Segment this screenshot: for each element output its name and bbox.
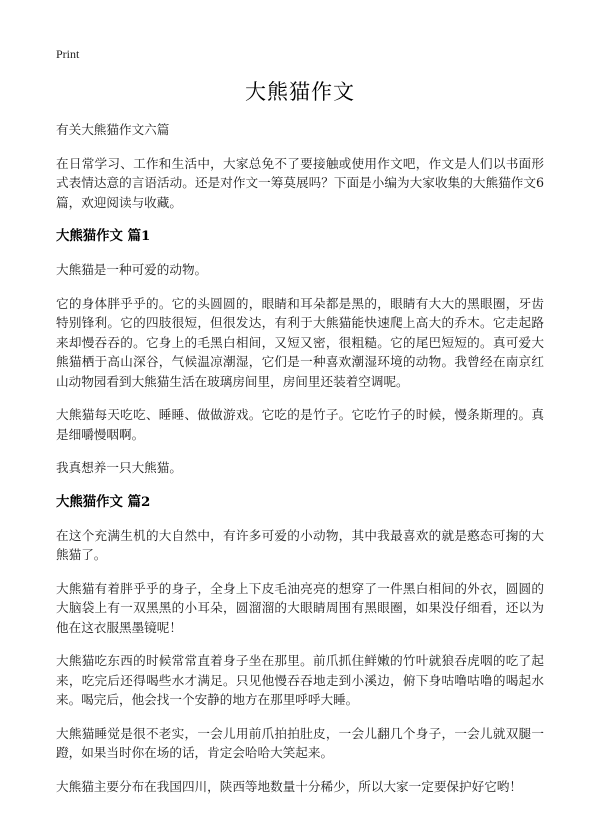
- paragraph: 大熊猫吃东西的时候常常直着身子坐在那里。前爪抓住鲜嫩的竹叶就狼吞虎咽的吃了起来，吃完后还得喝些水才满足。只见他慢吞吞地走到小溪边，俯下身咕噜咕噜的喝起水来。喝完后，他会找一个安静的地方在那里呼呼大睡。: [56, 653, 544, 707]
- intro-paragraph: 在日常学习、工作和生活中，大家总免不了要接触或使用作文吧，作文是人们以书面形式表情达意的言语活动。还是对作文一筹莫展吗？下面是小编为大家收集的大熊猫作文6篇，欢迎阅读与收藏。: [56, 155, 544, 210]
- print-link[interactable]: Print: [56, 47, 80, 61]
- paragraph: 我真想养一只大熊猫。: [56, 460, 182, 475]
- paragraph: 大熊猫有着胖乎乎的身子，全身上下皮毛油亮亮的想穿了一件黑白相间的外衣，圆圆的大脑袋上有一双黑黑的小耳朵，圆溜溜的大眼睛周围有黑眼圈，如果没仔细看，还以为他在这衣服黑墨镜呢！: [56, 580, 544, 635]
- page-title: 大熊猫作文: [245, 80, 355, 104]
- paragraph: 大熊猫睡觉是很不老实，一会儿用前爪拍拍肚皮，一会儿翻几个身子，一会儿就双腿一蹬，如果当时你在场的话，肯定会哈哈大笑起来。: [56, 725, 544, 760]
- paragraph: 大熊猫每天吃吃、睡睡、做做游戏。它吃的是竹子。它吃竹子的时候，慢条斯理的。真是细嚼慢咽啊。: [56, 407, 544, 442]
- section-heading: 大熊猫作文 篇2: [56, 493, 151, 510]
- paragraph: 大熊猫主要分布在我国四川，陕西等地数量十分稀少，所以大家一定要保护好它哟！: [56, 778, 522, 794]
- article-subtitle: 有关大熊猫作文六篇: [56, 122, 170, 137]
- paragraph: 在这个充满生机的大自然中，有许多可爱的小动物，其中我最喜欢的就是憨态可掬的大熊猫了。: [56, 527, 544, 562]
- section-heading: 大熊猫作文 篇1: [56, 228, 151, 244]
- paragraph: 大熊猫是一种可爱的动物。: [56, 262, 208, 277]
- paragraph: 它的身体胖乎乎的。它的头圆圆的，眼睛和耳朵都是黑的，眼睛有大大的黑眼圈，牙齿特别锋利。它的四肢很短，但很发达，有利于大熊猫能快速爬上高大的乔木。它走起路来却慢吞吞的。它身上的毛黑白相间，又短又密，很粗糙。它的尾巴短短的。真可爱大熊猫栖于高山深谷，气候温凉潮湿，它们是一种喜欢潮湿环境的动物。我曾经在南京红山动物园看到大熊猫生活在玻璃房间里，房间里还装着空调呢。: [56, 295, 544, 389]
- article-body: [56, 120, 544, 810]
